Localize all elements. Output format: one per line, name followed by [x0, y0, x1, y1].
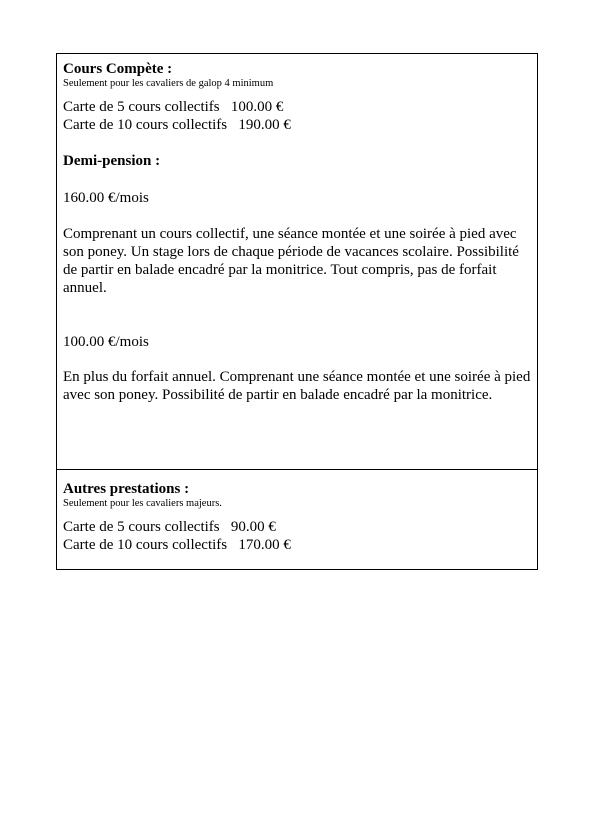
competition-section — [57, 54, 537, 469]
competition-note: Seulement pour les cavaliers de galop 4 minimum — [63, 78, 274, 89]
other-services-note: Seulement pour les cavaliers majeurs. — [63, 498, 222, 509]
half-board-title: Demi-pension : — [63, 153, 161, 169]
card-10-price: Carte de 10 cours collectifs 190.00 € — [63, 117, 291, 133]
other-services-title: Autres prestations : — [63, 481, 190, 497]
other-card-10-price: Carte de 10 cours collectifs 170.00 € — [63, 537, 291, 553]
other-card-5-price: Carte de 5 cours collectifs 90.00 € — [63, 519, 276, 535]
pricing-table — [56, 53, 538, 570]
half-board-price-1: 160.00 €/mois — [63, 190, 149, 206]
competition-title: Cours Compète : — [63, 61, 173, 77]
half-board-desc-2: En plus du forfait annuel. Comprenant une séance montée et une soirée à pied avec son poney. Possibilité de partir en balade encadré par la monitrice. — [63, 369, 531, 403]
card-5-price: Carte de 5 cours collectifs 100.00 € — [63, 99, 284, 115]
half-board-desc-1: Comprenant un cours collectif, une séance montée et une soirée à pied avec son poney. Un stage lors de chaque période de vacances scolaire. Possibilité de partir en balade encadré par la monitrice. Tout compris, pas de forfait annuel. — [63, 226, 519, 296]
half-board-price-2: 100.00 €/mois — [63, 334, 149, 350]
other-services-section — [57, 469, 537, 569]
